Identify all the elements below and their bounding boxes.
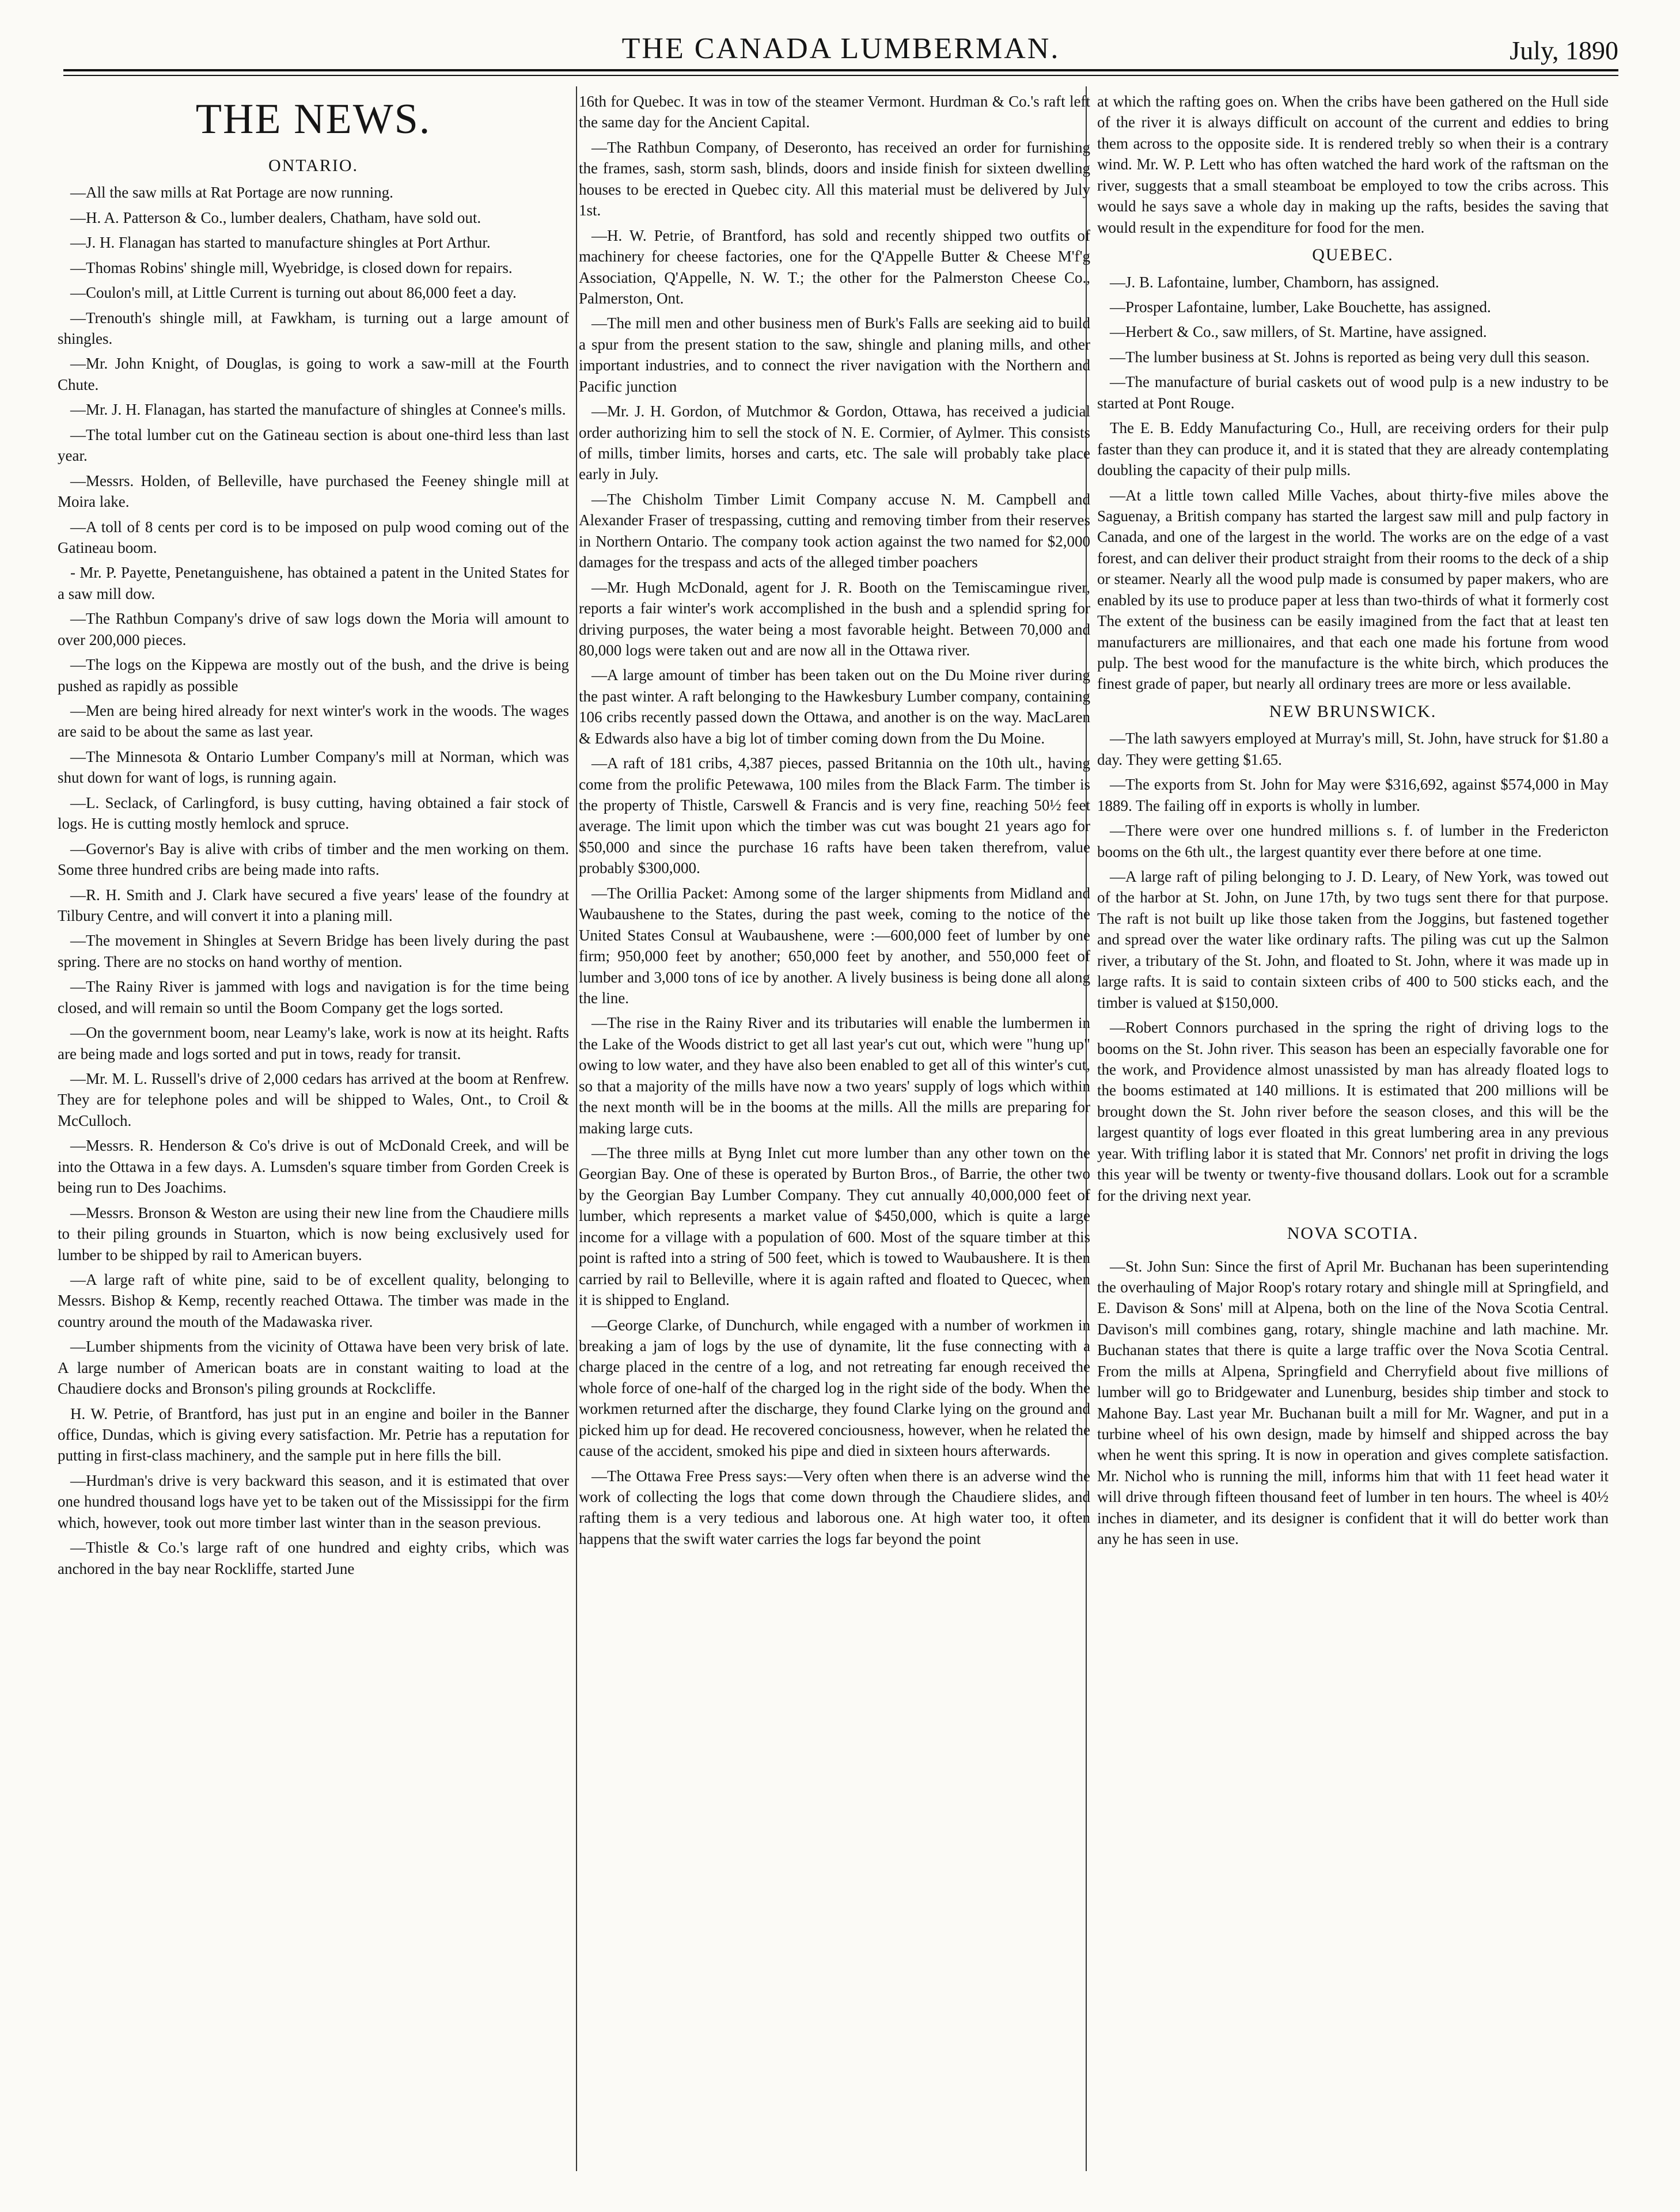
news-item: —The Ottawa Free Press says:—Very often when there is an adverse wind the work of collecting the logs that come down through the Chaudiere slides, and rafting them is a very tedious and laborous one. At high water too, it often happens that the swift water carries the logs far beyond the point xyxy=(579,1467,1090,1547)
news-item: - Mr. P. Payette, Penetanguishene, has obtained a patent in the United States for a saw mill dow. xyxy=(58,564,569,602)
news-item: —The manufacture of burial caskets out of wood pulp is a new industry to be started at Pont Rouge. xyxy=(1097,373,1609,412)
news-heading: THE NEWS. xyxy=(195,96,431,143)
news-item: —George Clarke, of Dunchurch, while engaged with a number of workmen in breaking a jam of logs by the use of dynamite, lit the fuse connecting with a charge placed in the centre of a log, and not retreating far enough received the whole force of one-half of the charged log in the right side of the body. When the workmen returned after the discharge, they found Clarke lying on the ground and picked him up for dead. He recovered conciousness, however, when he related the cause of the accident, smoked his pipe and died in sixteen hours afterwards. xyxy=(579,1316,1090,1460)
news-item: —J. B. Lafontaine, lumber, Chamborn, has assigned. xyxy=(1110,273,1439,291)
news-item: —The Orillia Packet: Among some of the larger shipments from Midland and Waubaushene to the States, during the past week, coming to the notice of the United States Consul at Waubaushene, were :—600,000 feet of lumber by one firm; 950,000 feet by another; 650,000 feet by another, and 550,000 feet of lumber and 3,000 tons of ice by another. A lively business is being done all along the line. xyxy=(579,884,1090,1007)
column-2 xyxy=(579,91,1090,2176)
news-item: H. W. Petrie, of Brantford, has just put in an engine and boiler in the Banner office, Dundas, which is giving every satisfaction. Mr. Petrie has a reputation for putting in first-class machinery, and the sample put in here fills the bill. xyxy=(58,1405,569,1464)
article-continuation: at which the rafting goes on. When the cribs have been gathered on the Hull side of the river it is always difficult on account of the current and eddies to bring them across to the opposite side. It is rendered trebly so when their is a contrary wind. Mr. W. P. Lett who has often watched the hard work of the raftsman on the river, suggests that a small steamboat be employed to tow the cribs across. This would he says save a whole day in making up the rafts, besides the saving that would result in the expenditure for food for the men. xyxy=(1097,93,1609,236)
news-item: —The logs on the Kippewa are mostly out of the bush, and the drive is being pushed as rapidly as possible xyxy=(58,656,569,695)
section-heading-quebec: QUEBEC. xyxy=(1312,245,1394,265)
masthead-rule xyxy=(63,69,1618,71)
news-item: —The Chisholm Timber Limit Company accuse N. M. Campbell and Alexander Fraser of trespassing, cutting and removing timber from their reserves in Northern Ontario. The company took action against the two named for $2,000 damages for the trespass and acts of the alleged timber poachers xyxy=(579,490,1090,571)
section-heading-ontario: ONTARIO. xyxy=(268,155,359,175)
news-item: —The Rainy River is jammed with logs and navigation is for the time being closed, and will remain so until the Boom Company get the logs sorted. xyxy=(58,978,569,1016)
news-item: —The total lumber cut on the Gatineau section is about one-third less than last year. xyxy=(58,426,569,465)
news-item: The E. B. Eddy Manufacturing Co., Hull, are receiving orders for their pulp faster than they can produce it, and it is stated that they are already contemplating doubling the capacity of their pulp mills. xyxy=(1097,419,1609,479)
news-item: —A toll of 8 cents per cord is to be imposed on pulp wood coming out of the Gatineau boom. xyxy=(58,518,569,556)
news-item: —Lumber shipments from the vicinity of Ottawa have been very brisk of late. A large number of American boats are in constant waiting to load at the Chaudiere docks and Bronson's piling grounds at Rockcliffe. xyxy=(58,1338,569,1398)
news-item: —All the saw mills at Rat Portage are now running. xyxy=(70,184,393,202)
news-item: —A raft of 181 cribs, 4,387 pieces, passed Britannia on the 10th ult., having come from the prolific Petewawa, 100 miles from the Black Farm. The timber is the property of Thistle, Carswell & Francis and is very fine, reaching 50½ feet average. The limit upon which the timber was cut was bought 21 years ago for $50,000 and since the purchase 16 rafts have been taken therefrom, value probably $300,000. xyxy=(579,754,1090,877)
news-item: —Thomas Robins' shingle mill, Wyebridge, is closed down for repairs. xyxy=(70,259,513,276)
news-item: —Mr. J. H. Flanagan, has started the manufacture of shingles at Connee's mills. xyxy=(70,401,566,419)
news-item: —Coulon's mill, at Little Current is turning out about 86,000 feet a day. xyxy=(70,284,517,302)
news-item: —Herbert & Co., saw millers, of St. Martine, have assigned. xyxy=(1110,323,1487,341)
news-item: —The lumber business at St. Johns is reported as being very dull this season. xyxy=(1110,348,1590,366)
news-item: —The Rathbun Company's drive of saw logs down the Moria will amount to over 200,000 pieces. xyxy=(58,610,569,648)
news-item: —Thistle & Co.'s large raft of one hundred and eighty cribs, which was anchored in the bay near Rockliffe, started June xyxy=(58,1539,569,1577)
news-item: —Mr. J. H. Gordon, of Mutchmor & Gordon, Ottawa, has received a judicial order authorizing him to sell the stock of N. E. Cormier, of Aylmer. This consists of mills, timber limits, horses and carts, etc. The sale will probably take place early in July. xyxy=(579,403,1090,483)
news-item: —Hurdman's drive is very backward this season, and it is estimated that over one hundred thousand logs have yet to be taken out of the Mississippi for the firm which, however, took out more timber last winter than in the season previous. xyxy=(58,1471,569,1531)
masthead-rule-thin xyxy=(63,75,1618,76)
news-item: —Men are being hired already for next winter's work in the woods. The wages are said to be about the same as last year. xyxy=(58,702,569,741)
news-item: —The mill men and other business men of Burk's Falls are seeking aid to build a spur from the present station to the saw, shingle and planing mills, and other important industries, and to connect the river navigation with the Northern and Pacific junction xyxy=(579,314,1090,395)
news-item: —H. A. Patterson & Co., lumber dealers, Chatham, have sold out. xyxy=(70,208,481,226)
column-divider xyxy=(576,86,577,2171)
news-item: —The Rathbun Company, of Deseronto, has received an order for furnishing the frames, sash, storm sash, blinds, doors and inside finish for sixteen dwelling houses to be erected in Quebec city. All this material must be delivered by July 1st. xyxy=(579,138,1090,219)
news-item: —A large raft of white pine, said to be of excellent quality, belonging to Messrs. Bishop & Kemp, recently reached Ottawa. The timber was made in the country around the mouth of the Madawaska river. xyxy=(58,1270,569,1330)
news-item: —R. H. Smith and J. Clark have secured a five years' lease of the foundry at Tilbury Centre, and will convert it into a planing mill. xyxy=(58,886,569,924)
masthead-title: THE CANADA LUMBERMAN. xyxy=(621,32,1060,65)
news-item: —The movement in Shingles at Severn Bridge has been lively during the past spring. There are no stocks on hand worthy of mention. xyxy=(58,932,569,970)
news-item: —A large amount of timber has been taken out on the Du Moine river during the past winter. A raft belonging to the Hawkesbury Lumber company, containing 106 cribs recently passed down the Ottawa, and another is on the way. MacLaren & Edwards also have a big lot of timber coming down from the Du Moine. xyxy=(579,666,1090,747)
news-item: —Robert Connors purchased in the spring the right of driving logs to the booms on the St. John river. This season has been an especially favorable one for the work, and Providence almost unassisted by man has already floated logs to the booms estimated at 140 millions. It is estimated that 200 millions will be brought down the St. John river before the season closes, and this will be the largest quantity of logs ever floated in this great lumbering area in any previous year. With trifling labor it is stated that Mr. Connors' net profit in driving the logs this year will be twenty or twenty-five thousand dollars. Look out for a scramble for the driving next year. xyxy=(1097,1019,1609,1204)
news-item: —The Minnesota & Ontario Lumber Company's mill at Norman, which was shut down for want of logs, is running again. xyxy=(58,748,569,787)
news-item: —The three mills at Byng Inlet cut more lumber than any other town on the Georgian Bay. One of these is operated by Burton Bros., of Barrie, the other two by the Georgian Bay Lumber Company. They cut annually 40,000,000 feet of lumber, which represents a market value of $450,000, which is quite a large income for a village with a population of 600. Most of the square timber at this point is rafted into a string of 500 feet, which is towed to Waubaushere. It is then carried by rail to Belleville, where it is again rafted and floated to Quecec, when it is shipped to England. xyxy=(579,1144,1090,1309)
news-item: —Messrs. Bronson & Weston are using their new line from the Chaudiere mills to their piling grounds in Stuarton, which is now being exclusively used for lumber to be shipped by rail to American buyers. xyxy=(58,1204,569,1264)
news-item: —There were over one hundred millions s. f. of lumber in the Fredericton booms on the 6th ult., the largest quantity ever there before at one time. xyxy=(1097,822,1609,860)
news-item: —J. H. Flanagan has started to manufacture shingles at Port Arthur. xyxy=(70,234,491,252)
news-item: —Messrs. R. Henderson & Co's drive is out of McDonald Creek, and will be into the Ottawa in a few days. A. Lumsden's square timber from Gorden Creek is being run to Des Joachims. xyxy=(58,1137,569,1197)
news-item: —Mr. M. L. Russell's drive of 2,000 cedars has arrived at the boom at Renfrew. They are for telephone poles and will be shipped to Wales, Ont., to Croil & McCulloch. xyxy=(58,1070,569,1129)
news-item: —St. John Sun: Since the first of April Mr. Buchanan has been superintending the overhauling of Major Roop's rotary rotary and shingle mill at Springfield, and E. Davison & Sons' mill at Alpena, both on the line of the Nova Scotia Central. Davison's mill combines gang, rotary, shingle machine and lath machine. Mr. Buchanan states that there is quite a large traffic over the Nova Scotia Central. From the mills at Alpena, Springfield and Cherryfield about five millions of lumber will go to Bridgewater and Lunenburg, besides ship timber and stock to Mahone Bay. Last year Mr. Buchanan built a mill for Mr. Wagner, and put in a turbine wheel of his own design, made by himself and shipped across the bay when he went this spring. It is now in operation and gives complete satisfaction. Mr. Nichol who is running the mill, informs him that with 11 feet head water it will drive through fifteen thousand feet of lumber in ten hours. The wheel is 40½ inches in diameter, and its designer is confident that it will do better work than any he has seen in use. xyxy=(1097,1257,1609,1548)
column-1 xyxy=(58,91,569,2176)
column-2-articles xyxy=(579,91,1090,1549)
issue-date: July, 1890 xyxy=(1510,36,1618,65)
section-heading-new-brunswick: NEW BRUNSWICK. xyxy=(1269,701,1437,721)
news-item: —The rise in the Rainy River and its tributaries will enable the lumbermen in the Lake of the Woods district to get all last year's cut out, which were "hung up" owing to low water, and they have also been enabled to get all of this winter's cut, so that a majority of the mills have now a two years' supply of logs which within the next month will be in the booms at the mills. All the mills are preparing for making large cuts. xyxy=(579,1014,1090,1137)
quebec-articles xyxy=(1097,272,1609,695)
masthead xyxy=(63,32,1618,66)
news-item: —At a little town called Mille Vaches, about thirty-five miles above the Saguenay, a British company has started the largest saw mill and pulp factory in Canada, and one of the largest in the world. The works are on the edge of a vast forest, and can deliver their product straight from their rooms to the deck of a ship or steamer. Nearly all the wood pulp made is consumed by paper makers, who are enabled by its use to produce paper at less than two-thirds of what it formerly cost The extent of the business can be easily imagined from the fact that at least ten manufacturers are millionaires, and that each one made his fortune from wood pulp. The best wood for the manufacture is the white birch, which produces the finest grade of paper, but nearly all ordinary trees are more or less available. xyxy=(1097,486,1609,693)
news-item: —A large raft of piling belonging to J. D. Leary, of New York, was towed out of the harbor at St. John, on June 17th, by two tugs sent there for that purpose. The raft is not built up like those taken from the Joggins, but fastened together and spread over the water like ordinary rafts. The piling was cut up the Salmon river, a tributary of the St. John, and floated to St. John, where it was made up in large rafts. It is said to contain sixteen cribs of 400 to 500 sticks each, and the timber is valued at $150,000. xyxy=(1097,868,1609,1011)
news-item: —The lath sawyers employed at Murray's mill, St. John, have struck for $1.80 a day. They were getting $1.65. xyxy=(1097,730,1609,768)
news-item: —The exports from St. John for May were $316,692, against $574,000 in May 1889. The failing off in exports is wholly in lumber. xyxy=(1097,776,1609,814)
news-item: —H. W. Petrie, of Brantford, has sold and recently shipped two outfits of machinery for cheese factories, one for the Q'Appelle Butter & Cheese M'f'g Association, Q'Appelle, N. W. T.; the other for the Palmerston Cheese Co., Palmerston, Ont. xyxy=(579,226,1090,307)
news-item: —L. Seclack, of Carlingford, is busy cutting, having obtained a fair stock of logs. He is cutting mostly hemlock and spruce. xyxy=(58,794,569,833)
news-item: 16th for Quebec. It was in tow of the steamer Vermont. Hurdman & Co.'s raft left the same day for the Ancient Capital. xyxy=(579,93,1090,131)
column-1-articles xyxy=(58,182,569,1579)
new-brunswick-articles xyxy=(1097,728,1609,1206)
column-3 xyxy=(1097,91,1609,2176)
news-item: —Trenouth's shingle mill, at Fawkham, is turning out a large amount of shingles. xyxy=(58,309,569,348)
news-item: —On the government boom, near Leamy's lake, work is now at its height. Rafts are being made and logs sorted and put in tows, ready for transit. xyxy=(58,1024,569,1063)
news-item: —Prosper Lafontaine, lumber, Lake Bouchette, has assigned. xyxy=(1110,298,1491,316)
news-item: —Messrs. Holden, of Belleville, have purchased the Feeney shingle mill at Moira lake. xyxy=(58,472,569,511)
news-item: —Mr. Hugh McDonald, agent for J. R. Booth on the Temiscamingue river, reports a fair winter's work accomplished in the bush and a splendid spring for driving purposes, the water being a most favorable height. Between 70,000 and 80,000 logs were taken out and are now all in the Ottawa river. xyxy=(579,578,1090,659)
news-item: —Mr. John Knight, of Douglas, is going to work a saw-mill at the Fourth Chute. xyxy=(58,355,569,393)
section-heading-nova-scotia: NOVA SCOTIA. xyxy=(1287,1224,1419,1243)
news-item: —Governor's Bay is alive with cribs of timber and the men working on them. Some three hundred cribs are being made into rafts. xyxy=(58,840,569,879)
nova-scotia-articles xyxy=(1097,1256,1609,1550)
